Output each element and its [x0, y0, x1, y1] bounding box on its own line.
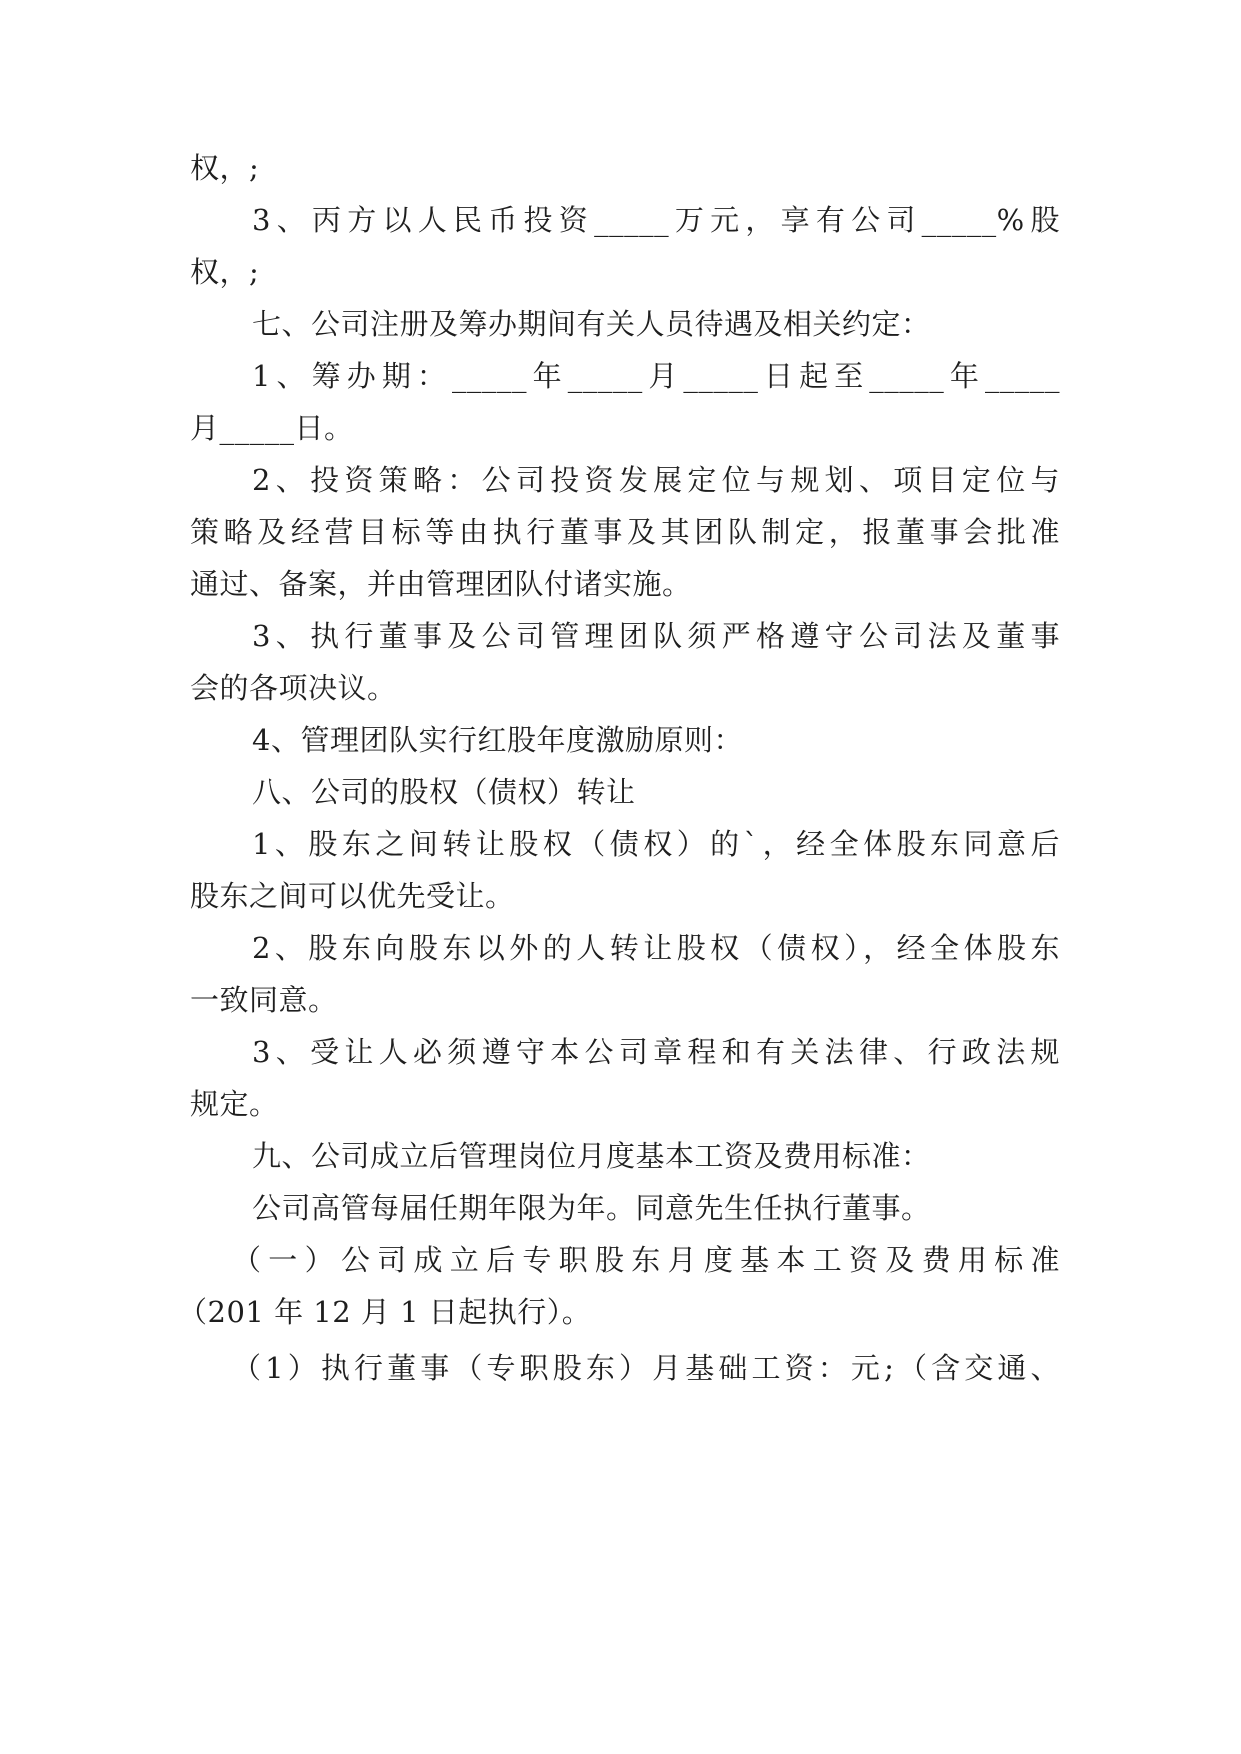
text-line-12: 4、管理团队实行红股年度激励原则：	[252, 723, 743, 757]
text-line-1: 权，;	[190, 151, 260, 185]
text-line-9: 通过、备案，并由管理团队付诸实施。	[190, 567, 692, 601]
section-heading-9: 九、公司成立后管理岗位月度基本工资及费用标准：	[252, 1139, 931, 1173]
text-line-21: 公司高管每届任期年限为年。同意先生任执行董事。	[252, 1191, 931, 1225]
text-line-11: 会的各项决议。	[190, 671, 397, 705]
text-line-8: 策略及经营目标等由执行董事及其团队制定，报董事会批准	[190, 515, 1060, 549]
text-line-15: 股东之间可以优先受让。	[190, 879, 515, 913]
text-line-6: 月_____日。	[190, 411, 354, 445]
text-line-3: 权，;	[190, 255, 260, 289]
text-line-17: 一致同意。	[190, 983, 338, 1017]
text-line-23: （201 年 12 月 1 日起执行）。	[178, 1295, 592, 1329]
text-line-16: 2、股东向股东以外的人转让股权（债权），经全体股东	[252, 931, 1060, 965]
text-line-22: （一）公司成立后专职股东月度基本工资及费用标准	[232, 1243, 1060, 1277]
text-line-2: 3、丙方以人民币投资_____万元，享有公司_____%股	[252, 203, 1060, 237]
text-line-5: 1、筹办期：_____年_____月_____日起至_____年_____	[252, 359, 1060, 393]
text-line-10: 3、执行董事及公司管理团队须严格遵守公司法及董事	[252, 619, 1060, 653]
text-line-7: 2、投资策略：公司投资发展定位与规划、项目定位与	[252, 463, 1060, 497]
section-heading-8: 八、公司的股权（债权）转让	[252, 775, 636, 809]
text-line-24: （1）执行董事（专职股东）月基础工资：元;（含交通、	[232, 1351, 1060, 1385]
text-line-19: 规定。	[190, 1087, 279, 1121]
text-line-14: 1、股东之间转让股权（债权）的`，经全体股东同意后	[252, 827, 1060, 861]
text-line-18: 3、受让人必须遵守本公司章程和有关法律、行政法规	[252, 1035, 1060, 1069]
section-heading-7: 七、公司注册及筹办期间有关人员待遇及相关约定：	[252, 307, 931, 341]
